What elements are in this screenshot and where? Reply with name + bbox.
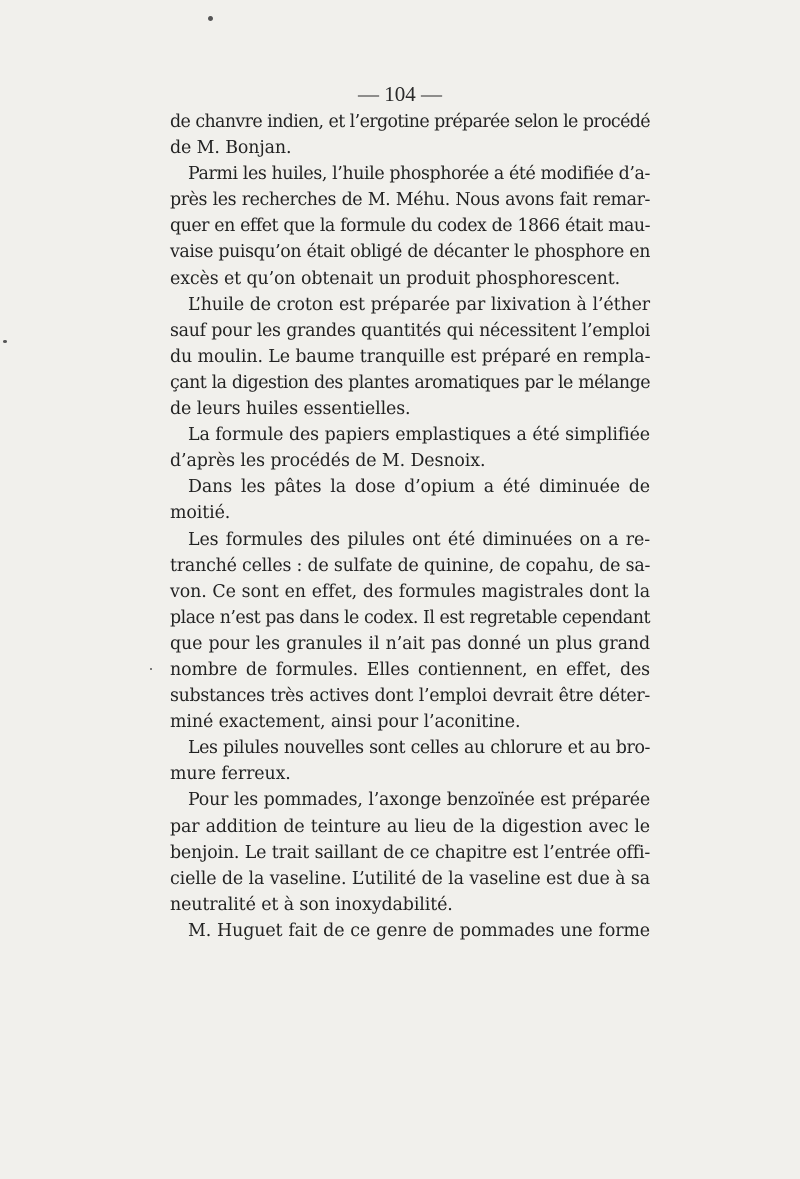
text-line: substances très actives dont l’emploi devrait être déter- [170, 686, 650, 707]
text-line: de M. Bonjan. [170, 138, 292, 159]
text-line: benjoin. Le trait saillant de ce chapitre est l’entrée offi- [170, 842, 650, 863]
text-line: Les formules des pilules ont été diminuées on a re- [188, 529, 650, 550]
text-line: moitié. [170, 503, 231, 524]
text-line: Parmi les huiles, l’huile phosphorée a été modifiée d’a- [188, 164, 650, 185]
text-line: vaise puisqu’on était obligé de décanter le phosphore en [170, 242, 650, 263]
text-line: excès et qu’on obtenait un produit phosphorescent. [170, 268, 621, 289]
text-line: que pour les granules il n’ait pas donné un plus grand [170, 633, 650, 654]
text-line: çant la digestion des plantes aromatiques par le mélange [170, 372, 650, 393]
text-line: nombre de formules. Elles contiennent, en effet, des [170, 659, 650, 680]
text-line: von. Ce sont en effet, des formules magistrales dont la [170, 581, 650, 602]
ink-speck [208, 16, 213, 21]
text-line: d’après les procédés de M. Desnoix. [170, 451, 486, 472]
text-line: place n’est pas dans le codex. Il est regretable cependant [170, 607, 650, 628]
text-line: M. Huguet fait de ce genre de pommades une forme [188, 920, 650, 941]
text-line: quer en effet que la formule du codex de 1866 était mau- [170, 216, 650, 237]
text-line: mure ferreux. [170, 764, 291, 785]
text-line: L’huile de croton est préparée par lixivation à l’éther [188, 294, 650, 315]
text-line: neutralité et à son inoxydabilité. [170, 894, 453, 915]
text-line: Pour les pommades, l’axonge benzoïnée est préparée [188, 790, 650, 811]
text-line: cielle de la vaseline. L’utilité de la vaseline est due à sa [170, 868, 650, 889]
ink-speck [3, 340, 7, 343]
text-line: par addition de teinture au lieu de la digestion avec le [170, 816, 650, 837]
text-line: sauf pour les grandes quantités qui nécessitent l’emploi [170, 320, 650, 341]
text-line: tranché celles : de sulfate de quinine, de copahu, de sa- [170, 555, 651, 576]
text-line: près les recherches de M. Méhu. Nous avons fait remar- [170, 190, 650, 211]
ink-speck [150, 668, 152, 670]
text-line: de leurs huiles essentielles. [170, 399, 411, 420]
text-line: du moulin. Le baume tranquille est préparé en rempla- [170, 346, 651, 367]
text-line: Dans les pâtes la dose d’opium a été diminuée de [188, 477, 650, 498]
body-text [170, 109, 650, 944]
text-line: miné exactement, ainsi pour l’aconitine. [170, 712, 521, 733]
page-number: — 104 — [358, 82, 442, 106]
text-line: de chanvre indien, et l’ergotine préparée selon le procédé [170, 112, 650, 132]
text-line: Les pilules nouvelles sont celles au chlorure et au bro- [188, 738, 650, 759]
text-line: La formule des papiers emplastiques a été simplifiée [188, 425, 650, 446]
